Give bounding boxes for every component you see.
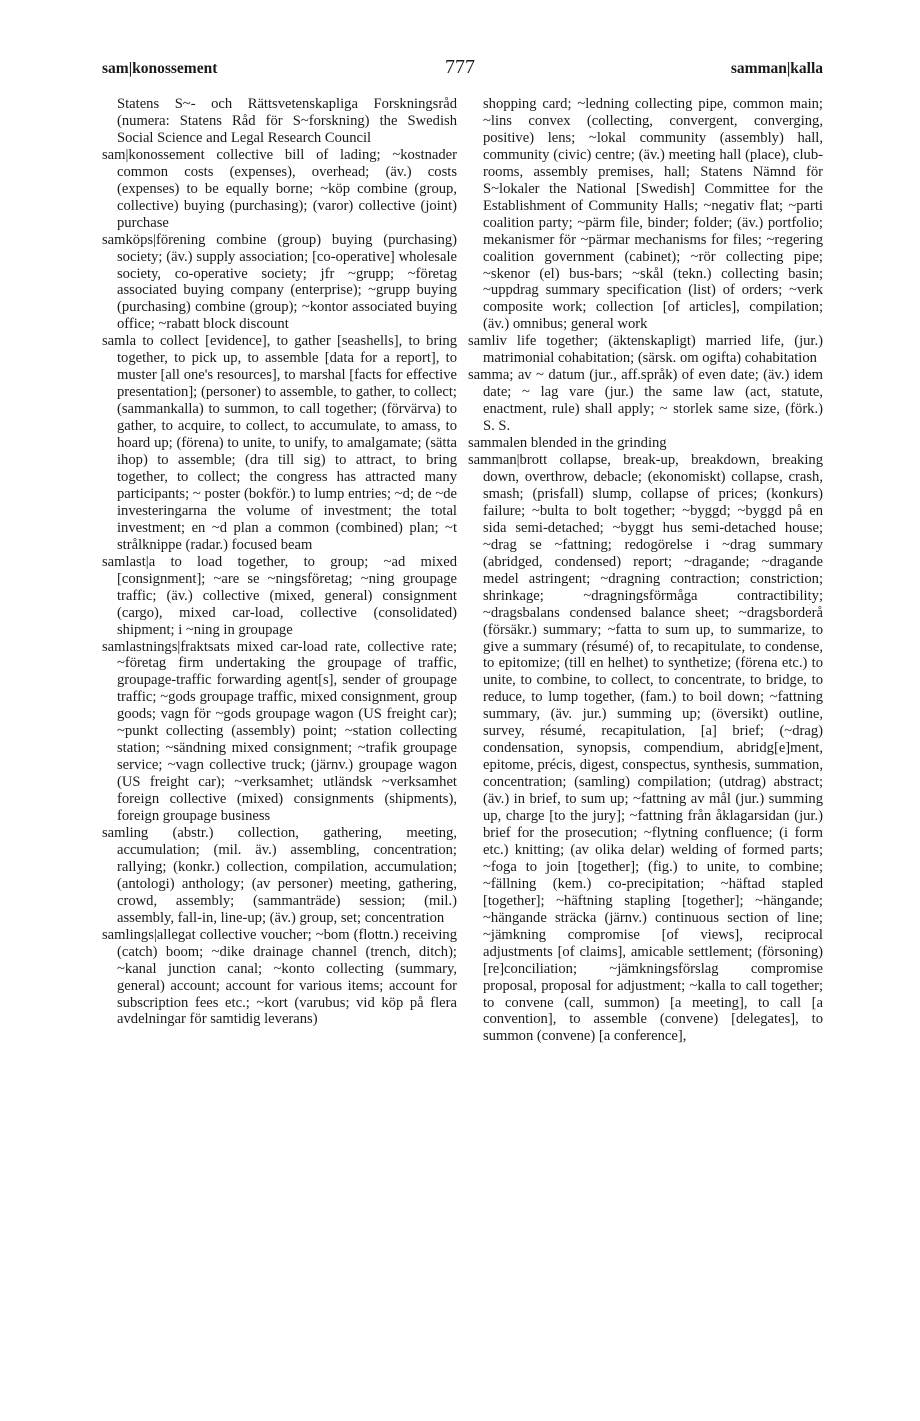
dictionary-entry: samla to collect [evidence], to gather [seashells], to bring together, to pick up, to assemble [data for a report], to muster [all one's resources], to marshal [facts for effective presentation]; (personer) to assemble, to gather, to collect; (sammankalla) to summon, to call together; (förvärva) to gather, to acquire, to collect, to accumulate, to amass, to hoard up; (förena) to unite, to unify, to amalgamate; (sätta ihop) to assemble; (dra till sig) to attract, to bring together, to collect; the congress has attracted many participants; ~ poster (bokför.) to lump entries; ~d; de ~de investeringarna the volume of investment; the total investment; en ~d plan a common (combined) plan; ~t strålknippe (radar.) focused beam <box>102 333 457 553</box>
dictionary-entry: sam|konossement collective bill of lading; ~kostnader common costs (expenses), overhead; (äv.) costs (expenses) to be equally borne; ~köp combine (group, collective) buying (purchasing); (varor) collective (joint) purchase <box>102 146 457 231</box>
dictionary-entry: samlastnings|fraktsats mixed car-load rate, collective rate; ~företag firm undertaking the groupage of traffic, groupage-traffic forwarding agent[s], sender of groupage traffic; ~gods groupage traffic, mixed consignment, group goods; vagn för ~gods groupage wagon (US freight car); ~punkt collecting (assembly) point; ~station collecting station; ~sändning mixed consignment; ~trafik groupage service; ~vagn collective truck; (järnv.) groupage wagon (US freight car); ~verksamhet; utländsk ~verksamhet foreign collective (mixed) consignments (shipments), foreign groupage business <box>102 638 457 825</box>
right-column <box>468 96 823 1045</box>
left-column <box>102 96 457 1028</box>
page-number: 777 <box>445 56 475 78</box>
dictionary-entry: samköps|förening combine (group) buying (purchasing) society; (äv.) supply association; [co-operative] wholesale society, co-operative society; jfr ~grupp; ~företag associated buying company (enterprise); ~grupp buying (purchasing) combine (group); ~kontor associated buying office; ~rabatt block discount <box>102 231 457 333</box>
dictionary-entry: samling (abstr.) collection, gathering, meeting, accumulation; (mil. äv.) assembling, concentration; rallying; (konkr.) collection, compilation, accumulation; (antologi) anthology; (av personer) meeting, gathering, crowd, assembly; (sammanträde) session; (mil.) assembly, fall-in, line-up; (äv.) group, set; concentration <box>102 824 457 926</box>
dictionary-entry: samliv life together; (äktenskapligt) married life, (jur.) matrimonial cohabitation; (särsk. om ogifta) cohabitation <box>468 333 823 367</box>
page-header <box>0 58 920 88</box>
dictionary-entry: shopping card; ~ledning collecting pipe, common main; ~lins convex (collecting, convergent, converging, positive) lens; ~lokal community (assembly) hall, community (civic) centre; (äv.) meeting hall (place), club-rooms, assembly premises, hall; Statens Nämnd för S~lokaler the National [Swedish] Committee for the Establishment of Community Halls; ~negativ flat; ~parti coalition party; ~pärm file, binder; folder; (äv.) portfolio; mekanismer för ~pärmar mechanisms for files; ~regering coalition government (cabinet); ~rör collecting pipe; ~skenor (el) bus-bars; ~skål (tekn.) collecting basin; ~uppdrag summary specification (list) of orders; ~verk composite work; collection [of articles], compilation; (äv.) omnibus; general work <box>483 96 823 333</box>
dictionary-entry: sammalen blended in the grinding <box>468 435 667 452</box>
dictionary-entry: samma; av ~ datum (jur., aff.språk) of even date; (äv.) idem date; ~ lag vare (jur.) the same law (act, statute, enactment, rule) shall apply; ~ storlek same size, (förk.) S. S. <box>468 367 823 435</box>
dictionary-entry: Statens S~- och Rättsvetenskapliga Forskningsråd (numera: Statens Råd för S~forskning) the Swedish Social Science and Legal Research Council <box>117 96 457 146</box>
dictionary-entry: samlings|allegat collective voucher; ~bom (flottn.) receiving (catch) boom; ~dike drainage channel (trench, ditch); ~kanal junction canal; ~konto collecting (summary, general) account; account for various items; account for subscription fees etc.; ~kort (varubus; vid köp på flera avdelningar för samtidig leverans) <box>102 926 457 1028</box>
dictionary-entry: samlast|a to load together, to group; ~ad mixed [consignment]; ~are se ~ningsföretag; ~ning groupage traffic; (äv.) collective (mixed, general) consignment (cargo), mixed car-load, collective (consolidated) shipment; i ~ning in groupage <box>102 553 457 638</box>
left-running-headword: sam|konossement <box>102 60 218 77</box>
right-running-headword: samman|kalla <box>730 60 823 77</box>
dictionary-entry: samman|brott collapse, break-up, breakdown, breaking down, overthrow, debacle; (ekonomiskt) collapse, crash, smash; (prisfall) slump, collapse of prices; (konkurs) failure; ~bulta to bolt together; ~byggd; ~byggd på en sida semi-detached; ~byggt hus semi-detached house; ~drag se ~fattning; redogörelse i ~drag summary (abridged, condensed) report; ~dragande; ~dragande medel astringent; ~dragning contraction; constriction; shrinkage; ~dragningsförmåga contractibility; ~dragsbalans condensed balance sheet; ~dragsborderå (försäkr.) summary; ~fatta to sum up, to summarize, to give a summary (résumé) of, to recapitulate, to condense, to epitomize; (till en helhet) to synthetize; (förena etc.) to unite, to combine, to collect, to concentrate, to bridge, to reduce, to lump together, (fam.) to boil down; ~fattning summary, (äv. jur.) summing up; (översikt) outline, survey, résumé, recapitulation, [a] brief; (~drag) condensation, synopsis, compendium, abridg[e]ment, epitome, précis, digest, conspectus, synthesis, summation, concentration; (samling) compilation; (utdrag) abstract; (äv.) in brief, to sum up; ~fattning av mål (jur.) summing up, charge [to the jury]; ~fattning från åklagarsidan (jur.) brief for the prosecution; ~flytning confluence; (i form etc.) knitting; (av olika delar) welding of formed parts; ~foga to join [together]; (fig.) to unite, to combine; ~fällning (kem.) co-precipitation; ~häftad stapled [together]; ~häftning stapling [together]; ~hängande; ~hängande sträcka (järnv.) continuous section of line; ~jämkning compromise [of views], reciprocal adjustments [of claims], amicable settlement; (försoning) [re]conciliation; ~jämkningsförslag compromise proposal, proposal for adjustment; ~kalla to call together; to convene (call, summon) [a meeting], to call [a convention], to assemble (convene) [delegates], to summon (convene) [a conference], <box>468 452 823 1045</box>
